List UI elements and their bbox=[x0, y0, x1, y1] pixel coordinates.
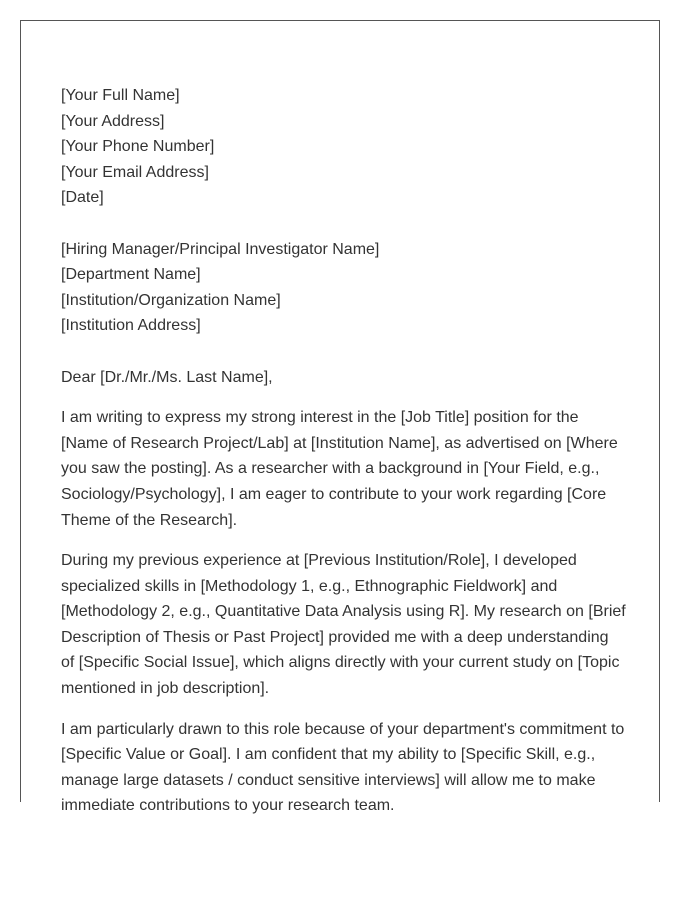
letter-date: [Date] bbox=[61, 189, 104, 207]
sender-email: [Your Email Address] bbox=[61, 163, 209, 181]
paragraph-motivation: I am particularly drawn to this role because of your department's commitment to [Specific Value or Goal]. I am confident that my ability to [Specific Skill, e.g., manage large datasets / conduct sensitive interviews] will allow me to make immediate contributions to your research team. bbox=[61, 720, 625, 815]
recipient-name: [Hiring Manager/Principal Investigator Name] bbox=[61, 240, 380, 258]
recipient-address-block bbox=[61, 237, 626, 339]
recipient-department: [Department Name] bbox=[61, 266, 201, 284]
recipient-address: [Institution Address] bbox=[61, 317, 201, 335]
sender-phone: [Your Phone Number] bbox=[61, 138, 215, 156]
letter-page bbox=[20, 20, 660, 815]
sender-address-block bbox=[61, 83, 626, 211]
paragraph-experience: During my previous experience at [Previous Institution/Role], I developed specialized skills in [Methodology 1, e.g., Ethnographic Fieldwork] and [Methodology 2, e.g., Quantitative Data Analysis using R]. My research on [Brief Description of Thesis or Past Project] provided me with a deep understanding of [Specific Social Issue], which aligns directly with your current study on [Topic mentioned in job description]. bbox=[61, 552, 626, 698]
sender-address: [Your Address] bbox=[61, 112, 165, 130]
paragraph-introduction: I am writing to express my strong interest in the [Job Title] position for the [Name of Research Project/Lab] at [Institution Name], as advertised on [Where you saw the posting]. As a researcher with a background in [Your Field, e.g., Sociology/Psychology], I am eager to contribute to your work regarding [Core Theme of the Research]. bbox=[61, 409, 618, 529]
sender-full-name: [Your Full Name] bbox=[61, 87, 180, 104]
salutation: Dear [Dr./Mr./Ms. Last Name], bbox=[61, 368, 273, 386]
letter-content bbox=[61, 83, 626, 834]
recipient-institution: [Institution/Organization Name] bbox=[61, 291, 281, 309]
